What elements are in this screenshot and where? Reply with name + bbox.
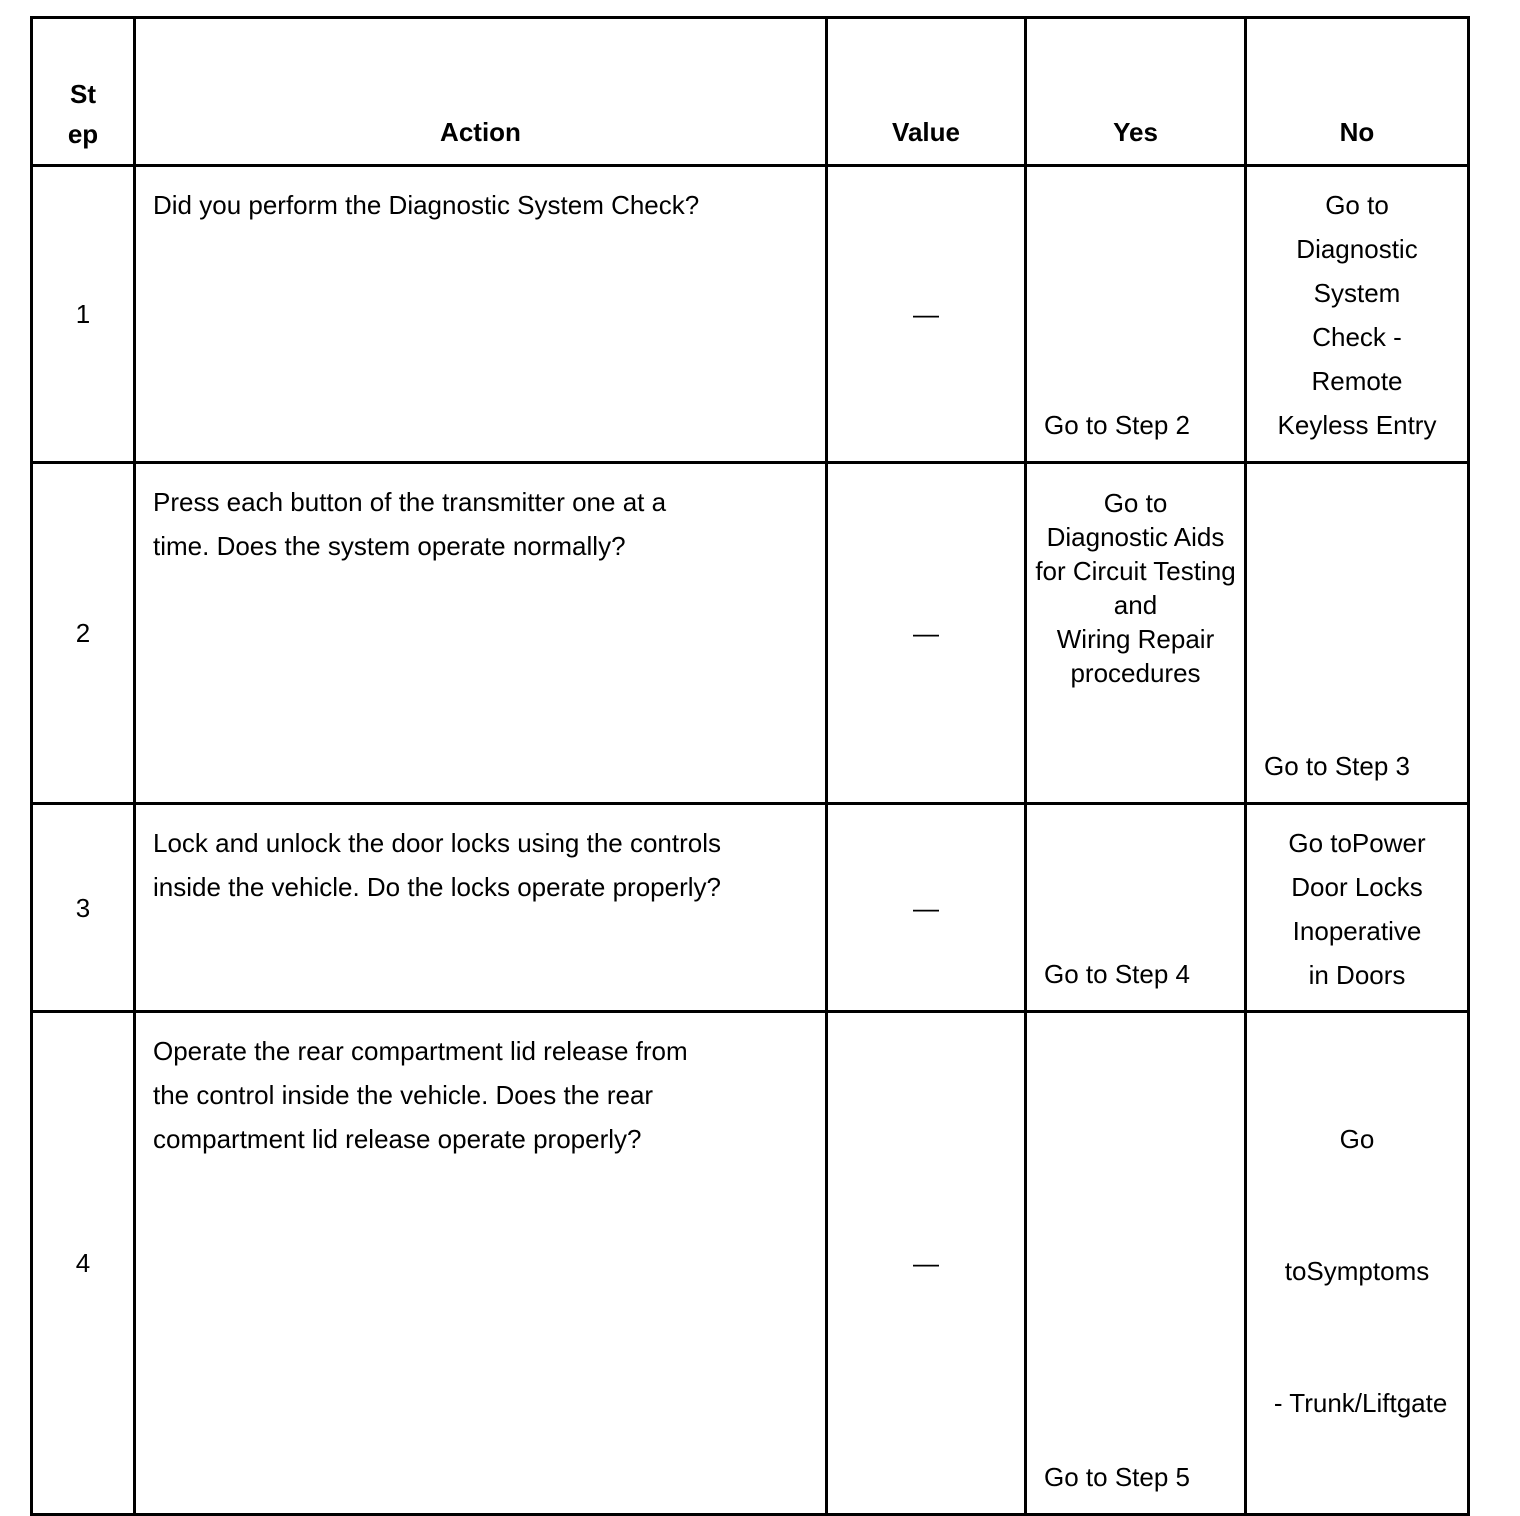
no-cell: [1246, 804, 1469, 1012]
yes-cell: [1026, 1012, 1246, 1515]
action-line: compartment lid release operate properly?: [153, 1124, 642, 1154]
step-number: 2: [32, 463, 135, 804]
no-line: Go: [1339, 1124, 1375, 1154]
no-line: Keyless Entry: [1277, 410, 1437, 440]
value-cell: —: [827, 804, 1026, 1012]
diagnostic-table: [30, 16, 1470, 1516]
action-line: the control inside the vehicle. Does the rear: [153, 1080, 654, 1110]
no-line: Diagnostic: [1296, 234, 1418, 264]
yes-link: Go to Step 5: [1044, 1462, 1190, 1492]
no-line: Door Locks: [1291, 872, 1423, 902]
header-action: Action: [135, 18, 827, 166]
yes-link: Go to Step 4: [1044, 959, 1190, 989]
yes-cell: [1026, 463, 1246, 804]
no-link: Go to Step 3: [1264, 751, 1410, 781]
no-line: Go toPower: [1288, 828, 1426, 858]
no-line: Remote: [1311, 366, 1403, 396]
no-cell: [1246, 166, 1469, 463]
table-row: [32, 166, 1469, 463]
header-value: Value: [827, 18, 1026, 166]
header-row: [32, 18, 1469, 166]
no-line: - Trunk/Liftgate: [1266, 1388, 1448, 1418]
no-cell: [1246, 1012, 1469, 1515]
action-line: Did you perform the Diagnostic System Check?: [153, 190, 700, 220]
action-line: Operate the rear compartment lid release from: [153, 1036, 688, 1066]
yes-line: Go to: [1103, 488, 1168, 518]
action-text: [135, 1012, 827, 1515]
no-cell: [1246, 463, 1469, 804]
yes-link: Go to Step 2: [1044, 410, 1190, 440]
header-step-line2: ep: [67, 119, 99, 149]
table-row: [32, 1012, 1469, 1515]
no-line: toSymptoms: [1284, 1256, 1430, 1286]
yes-cell: [1026, 804, 1246, 1012]
action-text: [135, 166, 827, 463]
no-link: [1247, 805, 1467, 997]
no-line: Go to: [1325, 190, 1389, 220]
table-row: [32, 804, 1469, 1012]
action-line: Press each button of the transmitter one at a: [153, 487, 667, 517]
no-line: Check -: [1312, 322, 1402, 352]
yes-cell: [1026, 166, 1246, 463]
no-line: in Doors: [1308, 960, 1406, 990]
action-text: [135, 463, 827, 804]
yes-line: procedures: [1070, 658, 1201, 688]
yes-line: Wiring Repair: [1056, 624, 1215, 654]
no-line: System: [1313, 278, 1401, 308]
table-row: [32, 463, 1469, 804]
step-number: 3: [32, 804, 135, 1012]
header-step: [32, 18, 135, 166]
value-cell: —: [827, 166, 1026, 463]
header-step-line1: St: [70, 79, 96, 109]
no-link: [1247, 167, 1467, 447]
step-number: 1: [32, 166, 135, 463]
no-link: [1247, 1013, 1467, 1513]
yes-line: and: [1113, 590, 1158, 620]
yes-line: Diagnostic Aids: [1046, 522, 1225, 552]
diagnostic-table-container: [30, 16, 1467, 1492]
header-yes: Yes: [1026, 18, 1246, 166]
yes-line: for Circuit Testing: [1035, 556, 1236, 586]
yes-link: [1027, 464, 1244, 690]
value-cell: —: [827, 1012, 1026, 1515]
value-cell: —: [827, 463, 1026, 804]
action-line: Lock and unlock the door locks using the controls: [153, 828, 722, 858]
no-line: Inoperative: [1292, 916, 1422, 946]
action-text: [135, 804, 827, 1012]
action-line: time. Does the system operate normally?: [153, 531, 626, 561]
action-line: inside the vehicle. Do the locks operate properly?: [153, 872, 721, 902]
step-number: 4: [32, 1012, 135, 1515]
header-no: No: [1246, 18, 1469, 166]
